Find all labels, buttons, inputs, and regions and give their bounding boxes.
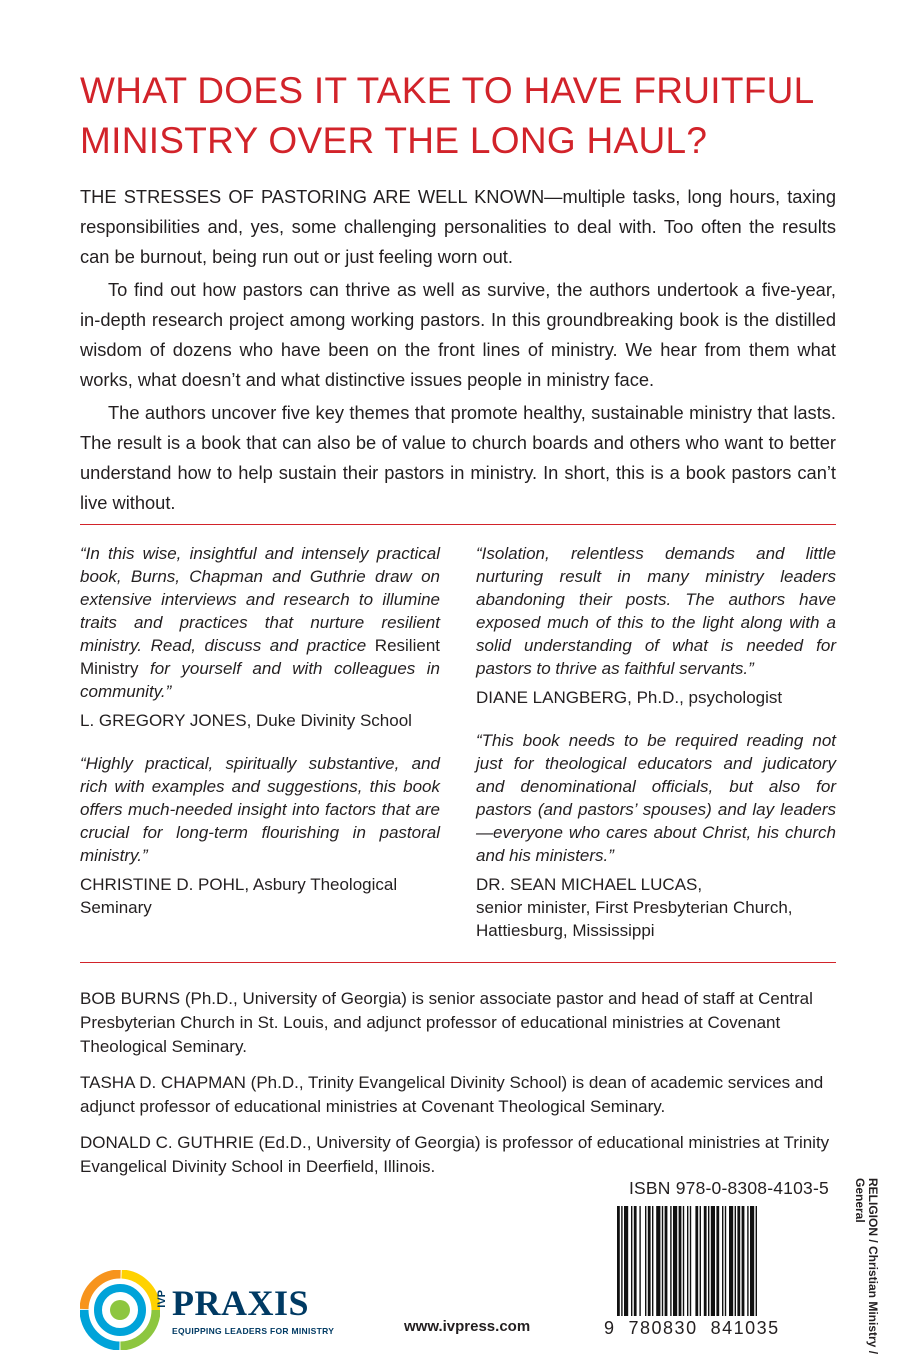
endorsement-quote-lucas: “This book needs to be required reading not just for theological educators and judicatory and denominational officials, but also for pastors (and pastors’ spouses) and lay leaders—everyone who cares about Christ, his church and his ministers.”	[476, 731, 836, 865]
intro-paragraph-2: To find out how pastors can thrive as well as survive, the authors undertook a five-year, in-depth research project among working pastors. In this groundbreaking book is the distilled wisdom of dozens who have been on the front lines of ministry. We hear from them what works, what doesn’t and what distinctive issues people in ministry face.	[80, 279, 836, 390]
category-line-2: General	[853, 1178, 867, 1223]
publisher-website: www.ivpress.com	[404, 1318, 531, 1335]
headline-line-1: WHAT DOES IT TAKE TO HAVE FRUITFUL	[80, 70, 815, 111]
endorsements-right-column	[476, 542, 836, 962]
author-bios	[80, 987, 836, 1191]
endorsement-quote-pohl: “Highly practical, spiritually substantive, and rich with examples and suggestions, this book offers much-needed insight into factors that are crucial for long-term flourishing in pastoral ministry.”	[80, 754, 440, 865]
divider-bottom	[80, 962, 836, 963]
headline-line-2: MINISTRY OVER THE LONG HAUL?	[80, 120, 708, 161]
lucas-location: Hattiesburg, Mississippi	[476, 921, 655, 940]
endorsement-attribution-lucas	[476, 873, 836, 942]
isbn-label: ISBN 978-0-8308-4103-5	[629, 1178, 829, 1198]
intro-paragraph-3: The authors uncover five key themes that promote healthy, sustainable ministry that lasts. The result is a book that can also be of value to church boards and others who want to better understand how to help sustain their pastors in ministry. In short, this is a book pastors can’t live without.	[80, 402, 836, 513]
barcode	[615, 1206, 831, 1316]
bio-chapman: TASHA D. CHAPMAN (Ph.D., Trinity Evangelical Divinity School) is dean of academic services and adjunct professor of educational ministries at Covenant Theological Seminary.	[80, 1073, 824, 1116]
endorsement-attribution-langberg: DIANE LANGBERG, Ph.D., psychologist	[476, 688, 783, 707]
praxis-logo-icon	[80, 1270, 160, 1350]
endorsement-quote-jones	[80, 542, 440, 703]
bio-guthrie: DONALD C. GUTHRIE (Ed.D., University of Georgia) is professor of educational ministries at Trinity Evangelical Divinity School in Deerfield, Illinois.	[80, 1133, 830, 1176]
endorsement-book-title: Resilient Ministry	[80, 636, 440, 678]
lucas-name: DR. SEAN MICHAEL LUCAS,	[476, 875, 703, 894]
endorsements-left-column	[80, 542, 440, 939]
intro-paragraph-1: THE STRESSES OF PASTORING ARE WELL KNOWN—multiple tasks, long hours, taxing responsibilities and, yes, some challenging personalities to deal with. Too often the results can be burnout, being run out or just feeling worn out.	[80, 186, 836, 267]
logo-ivp: IVP	[156, 1290, 168, 1308]
bisac-category	[853, 1178, 879, 1354]
barcode-digits: 9 780830 841035	[604, 1318, 780, 1338]
logo-tagline: EQUIPPING LEADERS FOR MINISTRY	[172, 1326, 335, 1336]
intro-copy	[80, 182, 836, 521]
endorsement-quote-langberg: “Isolation, relentless demands and little nurturing result in many ministry leaders abandoning their posts. The authors have exposed much of this to the light along with a solid understanding of what is needed for pastors to thrive as faithful servants.”	[476, 544, 836, 678]
endorsement-quote-jones-part2: for yourself and with colleagues in community.”	[80, 659, 440, 701]
endorsement-quote-jones-part1: “In this wise, insightful and intensely practical book, Burns, Chapman and Guthrie draw on extensive interviews and research to illumine traits and practices that nurture resilient ministry. Read, discuss and practice	[80, 544, 440, 655]
lucas-title: senior minister, First Presbyterian Church,	[476, 898, 793, 917]
divider-top	[80, 524, 836, 525]
logo-praxis: PRAXIS	[172, 1283, 310, 1323]
headline	[80, 66, 860, 166]
bio-burns: BOB BURNS (Ph.D., University of Georgia) is senior associate pastor and head of staff at Central Presbyterian Church in St. Louis, and adjunct professor of educational ministries at Covenant Theological Seminary.	[80, 989, 813, 1056]
endorsement-attribution-pohl: CHRISTINE D. POHL, Asbury Theological Seminary	[80, 875, 398, 917]
category-line-1: RELIGION / Christian Ministry /	[866, 1178, 880, 1355]
publisher-logo	[80, 1270, 335, 1350]
endorsement-attribution-jones: L. GREGORY JONES, Duke Divinity School	[80, 711, 412, 730]
